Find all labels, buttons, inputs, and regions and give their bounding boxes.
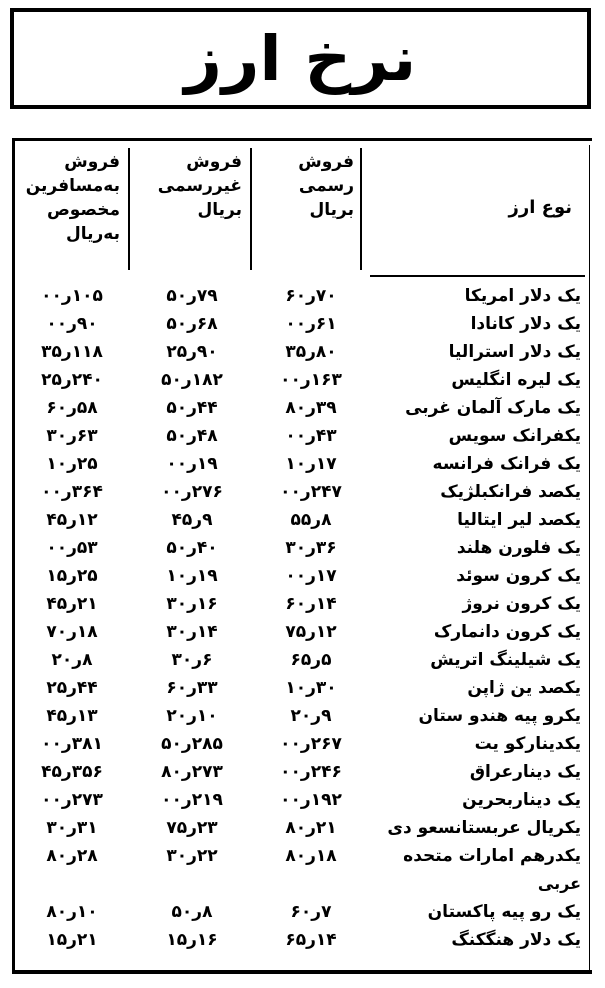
table-row bbox=[0, 899, 605, 927]
table-row bbox=[0, 535, 605, 563]
currency-name: یک دلار هنگکنگ bbox=[451, 930, 581, 950]
table-row bbox=[0, 423, 605, 451]
header-official-line-1: فروش bbox=[298, 152, 354, 172]
header-traveler-line-3: مخصوص bbox=[46, 200, 120, 220]
free-market-rate: ۸ر۵۰ bbox=[171, 902, 213, 922]
page-title: نرخ ارز bbox=[184, 21, 417, 95]
table-row bbox=[0, 787, 605, 815]
official-rate: ۸۰ر۳۵ bbox=[285, 342, 337, 362]
traveler-rate: ۱۸ر۷۰ bbox=[46, 622, 98, 642]
traveler-rate: ۲۱ر۱۵ bbox=[46, 930, 98, 950]
official-rate: ۲۴۷ر۰۰ bbox=[280, 482, 342, 502]
table-row bbox=[0, 395, 605, 423]
traveler-rate: ۱۲ر۴۵ bbox=[46, 510, 98, 530]
free-market-rate: ۱۴ر۳۰ bbox=[166, 622, 218, 642]
table-row bbox=[0, 283, 605, 311]
free-market-rate: ۹ر۴۵ bbox=[171, 510, 213, 530]
currency-name: یکصد فرانکبلژیک bbox=[440, 482, 581, 502]
currency-name: یکدینارکو یت bbox=[474, 734, 581, 754]
header-traveler-line-4: به‌ریال bbox=[66, 224, 120, 244]
official-rate: ۱۷ر۱۰ bbox=[285, 454, 337, 474]
header-currency-type bbox=[372, 196, 572, 220]
free-market-rate: ۹۰ر۲۵ bbox=[166, 342, 218, 362]
free-market-rate: ۲۱۹ر۰۰ bbox=[161, 790, 223, 810]
official-rate: ۱۴ر۶۰ bbox=[285, 594, 337, 614]
table-row bbox=[0, 619, 605, 647]
free-market-rate: ۶۸ر۵۰ bbox=[166, 314, 218, 334]
table-row bbox=[0, 843, 605, 871]
column-divider-1 bbox=[128, 148, 130, 270]
traveler-rate: ۲۴۰ر۲۵ bbox=[41, 370, 103, 390]
free-market-rate: ۱۹ر۰۰ bbox=[166, 454, 218, 474]
traveler-rate: ۲۸ر۸۰ bbox=[46, 846, 98, 866]
official-rate: ۷ر۶۰ bbox=[290, 902, 332, 922]
free-market-rate: ۴۸ر۵۰ bbox=[166, 426, 218, 446]
currency-name: یکصد لیر ایتالیا bbox=[457, 510, 581, 530]
currency-name: یک دلار کانادا bbox=[470, 314, 581, 334]
currency-name: عربی bbox=[537, 874, 581, 893]
official-rate: ۲۶۷ر۰۰ bbox=[280, 734, 342, 754]
official-rate: ۱۸ر۸۰ bbox=[285, 846, 337, 866]
currency-name: یک رو پیه پاکستان bbox=[427, 902, 581, 922]
rates-table-body bbox=[0, 283, 605, 955]
free-market-rate: ۱۹ر۱۰ bbox=[166, 566, 218, 586]
traveler-rate: ۶۳ر۳۰ bbox=[46, 426, 98, 446]
traveler-rate: ۲۵ر۱۰ bbox=[46, 454, 98, 474]
table-row bbox=[0, 339, 605, 367]
official-rate: ۱۷ر۰۰ bbox=[285, 566, 337, 586]
traveler-rate: ۳۸۱ر۰۰ bbox=[41, 734, 103, 754]
table-row bbox=[0, 759, 605, 787]
traveler-rate: ۵۸ر۶۰ bbox=[46, 398, 98, 418]
header-official-line-2: رسمی bbox=[298, 176, 354, 196]
header-free-market bbox=[138, 150, 242, 222]
currency-name: یک فلورن هلند bbox=[456, 538, 581, 558]
official-rate: ۷۰ر۶۰ bbox=[285, 286, 337, 306]
table-bottom-rule bbox=[12, 970, 592, 974]
traveler-rate: ۸ر۲۰ bbox=[51, 650, 93, 670]
currency-name: یکریال عربستانسعو دی bbox=[387, 818, 581, 838]
header-underline bbox=[370, 275, 585, 277]
free-market-rate: ۶ر۳۰ bbox=[171, 650, 213, 670]
free-market-rate: ۴۴ر۵۰ bbox=[166, 398, 218, 418]
header-free-line-2: غیررسمی bbox=[157, 176, 242, 196]
currency-name: یک کرون سوئد bbox=[456, 566, 581, 586]
section-label-row bbox=[0, 871, 605, 899]
free-market-rate: ۲۷۶ر۰۰ bbox=[161, 482, 223, 502]
header-currency-type-text: نوع ارز bbox=[508, 197, 572, 218]
currency-name: یک مارک آلمان غربی bbox=[405, 398, 581, 418]
currency-name: یک شیلینگ اتریش bbox=[430, 650, 581, 670]
official-rate: ۶۱ر۰۰ bbox=[285, 314, 337, 334]
official-rate: ۳۰ر۱۰ bbox=[285, 678, 337, 698]
table-row bbox=[0, 815, 605, 843]
currency-name: یک کرون نروژ bbox=[462, 594, 581, 614]
title-box bbox=[10, 8, 591, 109]
header-free-line-1: فروش bbox=[186, 152, 242, 172]
traveler-rate: ۱۱۸ر۳۵ bbox=[41, 342, 103, 362]
currency-name: یک دلار امریکا bbox=[464, 286, 581, 306]
free-market-rate: ۱۶ر۳۰ bbox=[166, 594, 218, 614]
table-row bbox=[0, 311, 605, 339]
header-traveler bbox=[18, 150, 120, 246]
table-row bbox=[0, 451, 605, 479]
table-row bbox=[0, 367, 605, 395]
currency-name: یک دینارعراق bbox=[469, 762, 581, 782]
traveler-rate: ۲۱ر۴۵ bbox=[46, 594, 98, 614]
currency-name: یک فرانک فرانسه bbox=[432, 454, 581, 474]
header-official-line-3: بریال bbox=[309, 200, 354, 220]
traveler-rate: ۱۰ر۸۰ bbox=[46, 902, 98, 922]
traveler-rate: ۳۵۶ر۴۵ bbox=[41, 762, 103, 782]
table-row bbox=[0, 507, 605, 535]
free-market-rate: ۱۰ر۲۰ bbox=[166, 706, 218, 726]
table-row bbox=[0, 927, 605, 955]
currency-name: یک کرون دانمارک bbox=[433, 622, 581, 642]
traveler-rate: ۴۴ر۲۵ bbox=[46, 678, 98, 698]
currency-name: یک دیناربحرین bbox=[462, 790, 581, 810]
table-row bbox=[0, 563, 605, 591]
free-market-rate: ۲۸۵ر۵۰ bbox=[161, 734, 223, 754]
official-rate: ۱۶۳ر۰۰ bbox=[280, 370, 342, 390]
official-rate: ۵ر۶۵ bbox=[290, 650, 332, 670]
traveler-rate: ۹۰ر۰۰ bbox=[46, 314, 98, 334]
official-rate: ۴۳ر۰۰ bbox=[285, 426, 337, 446]
currency-name: یکفرانک سویس bbox=[448, 426, 581, 446]
official-rate: ۲۱ر۸۰ bbox=[285, 818, 337, 838]
free-market-rate: ۱۸۲ر۵۰ bbox=[161, 370, 223, 390]
free-market-rate: ۳۳ر۶۰ bbox=[166, 678, 218, 698]
currency-name: یک لیره انگلیس bbox=[451, 370, 581, 390]
official-rate: ۱۹۲ر۰۰ bbox=[280, 790, 342, 810]
traveler-rate: ۲۷۳ر۰۰ bbox=[41, 790, 103, 810]
free-market-rate: ۲۷۳ر۸۰ bbox=[161, 762, 223, 782]
official-rate: ۹ر۲۰ bbox=[290, 706, 332, 726]
traveler-rate: ۳۶۴ر۰۰ bbox=[41, 482, 103, 502]
table-row bbox=[0, 647, 605, 675]
free-market-rate: ۲۲ر۳۰ bbox=[166, 846, 218, 866]
table-row bbox=[0, 479, 605, 507]
traveler-rate: ۳۱ر۳۰ bbox=[46, 818, 98, 838]
header-traveler-line-2: به‌مسافرین bbox=[25, 176, 120, 196]
free-market-rate: ۱۶ر۱۵ bbox=[166, 930, 218, 950]
official-rate: ۸ر۵۵ bbox=[290, 510, 332, 530]
free-market-rate: ۷۹ر۵۰ bbox=[166, 286, 218, 306]
table-row bbox=[0, 675, 605, 703]
table-row bbox=[0, 703, 605, 731]
column-divider-2 bbox=[250, 148, 252, 270]
free-market-rate: ۴۰ر۵۰ bbox=[166, 538, 218, 558]
traveler-rate: ۵۳ر۰۰ bbox=[46, 538, 98, 558]
table-top-rule bbox=[12, 138, 592, 141]
free-market-rate: ۲۳ر۷۵ bbox=[166, 818, 218, 838]
official-rate: ۳۹ر۸۰ bbox=[285, 398, 337, 418]
currency-name: یک دلار استرالیا bbox=[448, 342, 581, 362]
header-free-line-3: بریال bbox=[197, 200, 242, 220]
traveler-rate: ۱۳ر۴۵ bbox=[46, 706, 98, 726]
official-rate: ۱۲ر۷۵ bbox=[285, 622, 337, 642]
currency-name: یکدرهم امارات متحده bbox=[403, 846, 581, 866]
traveler-rate: ۱۰۵ر۰۰ bbox=[41, 286, 103, 306]
table-row bbox=[0, 731, 605, 759]
header-traveler-line-1: فروش bbox=[64, 152, 120, 172]
table-row bbox=[0, 591, 605, 619]
official-rate: ۳۶ر۳۰ bbox=[285, 538, 337, 558]
header-official bbox=[262, 150, 354, 222]
currency-name: یکصد ین ژاپن bbox=[467, 678, 581, 698]
traveler-rate: ۲۵ر۱۵ bbox=[46, 566, 98, 586]
column-divider-3 bbox=[360, 148, 362, 270]
official-rate: ۲۴۶ر۰۰ bbox=[280, 762, 342, 782]
currency-name: یکرو پیه هندو ستان bbox=[418, 706, 581, 726]
official-rate: ۱۴ر۶۵ bbox=[285, 930, 337, 950]
